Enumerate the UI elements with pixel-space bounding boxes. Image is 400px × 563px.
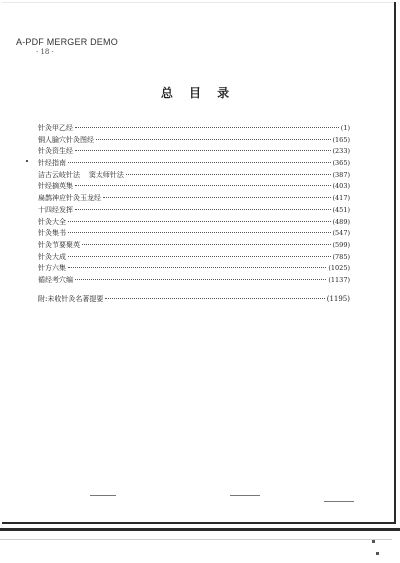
dot-leader bbox=[82, 244, 331, 245]
toc-entry bbox=[38, 275, 350, 287]
toc-entry-title: 附:未收针灸名著提要 bbox=[38, 295, 104, 303]
toc-entry bbox=[38, 240, 350, 252]
dot-leader bbox=[103, 197, 331, 198]
toc-appendix-entry bbox=[38, 294, 350, 304]
scan-speck bbox=[372, 540, 375, 543]
toc-entry-title: 针经指南 bbox=[38, 159, 66, 168]
dot-leader bbox=[96, 139, 331, 140]
toc-entry bbox=[38, 170, 350, 182]
toc-entry-page: (489) bbox=[332, 217, 350, 226]
dot-leader bbox=[75, 127, 339, 128]
toc-entry-page: (599) bbox=[332, 240, 350, 249]
scan-mark bbox=[324, 501, 354, 502]
dot-leader bbox=[68, 232, 331, 233]
toc-entry-title: 循经考穴编 bbox=[38, 275, 73, 284]
toc-entry-title: 针灸节要聚英 bbox=[38, 240, 80, 249]
toc-entry-page: (233) bbox=[332, 147, 350, 156]
dot-leader bbox=[75, 209, 331, 210]
toc-entry-page: (403) bbox=[332, 182, 350, 191]
scan-speck bbox=[26, 160, 28, 162]
toc-entry-page: (417) bbox=[332, 194, 350, 203]
toc-entry-title: 针灸甲乙经 bbox=[38, 124, 73, 132]
toc-entry-page: (451) bbox=[332, 205, 350, 214]
dot-leader bbox=[75, 150, 331, 151]
toc-entry-title: 洁古云岐针法 窦太师针法 bbox=[38, 170, 124, 179]
dot-leader bbox=[75, 185, 331, 186]
dot-leader bbox=[68, 221, 331, 222]
toc-entry bbox=[38, 205, 350, 217]
toc-entry-title: 针灸资生经 bbox=[38, 147, 73, 156]
watermark-text: A-PDF MERGER DEMO bbox=[16, 37, 118, 47]
toc-entry bbox=[38, 217, 350, 229]
toc-list bbox=[38, 123, 350, 287]
toc-entry-page: (387) bbox=[332, 170, 350, 179]
dot-leader bbox=[68, 162, 331, 163]
dot-leader bbox=[126, 174, 331, 175]
toc-entry-page: (1) bbox=[340, 124, 350, 132]
toc-entry-page: (1195) bbox=[326, 295, 350, 303]
document-page bbox=[2, 2, 396, 524]
toc-entry-title: 铜人腧穴针灸图经 bbox=[38, 135, 94, 144]
toc-entry-page: (547) bbox=[332, 229, 350, 238]
toc-entry-title: 针经摘英集 bbox=[38, 182, 73, 191]
dot-leader bbox=[68, 256, 331, 257]
toc-entry bbox=[38, 252, 350, 264]
toc-entry bbox=[38, 181, 350, 193]
toc-entry-page: (1137) bbox=[328, 275, 350, 284]
next-page-edge bbox=[0, 528, 400, 563]
toc-entry bbox=[38, 158, 350, 170]
toc-entry-title: 十四经发挥 bbox=[38, 205, 73, 214]
toc-entry-page: (1025) bbox=[328, 264, 350, 273]
toc-entry-title: 针灸集书 bbox=[38, 229, 66, 238]
page-number: · 18 · bbox=[36, 48, 54, 56]
toc-entry bbox=[38, 123, 350, 135]
dot-leader bbox=[68, 267, 326, 268]
toc-entry-title: 针灸大成 bbox=[38, 252, 66, 261]
toc-entry bbox=[38, 135, 350, 147]
toc-entry bbox=[38, 193, 350, 205]
scan-speck bbox=[376, 552, 379, 555]
scan-mark bbox=[230, 495, 260, 496]
toc-entry-page: (365) bbox=[332, 159, 350, 168]
toc-entry-title: 扁鹊神应针灸玉龙经 bbox=[38, 194, 101, 203]
toc-entry-page: (165) bbox=[332, 135, 350, 144]
toc-entry bbox=[38, 263, 350, 275]
scan-mark bbox=[90, 495, 116, 496]
toc-entry bbox=[38, 228, 350, 240]
toc-title: 总 目 录 bbox=[160, 86, 236, 100]
toc-entry-page: (785) bbox=[332, 252, 350, 261]
dot-leader bbox=[75, 279, 326, 280]
toc-entry bbox=[38, 146, 350, 158]
dot-leader bbox=[105, 298, 324, 299]
toc-entry-title: 针灸大全 bbox=[38, 217, 66, 226]
toc-entry-title: 针方六集 bbox=[38, 264, 66, 273]
